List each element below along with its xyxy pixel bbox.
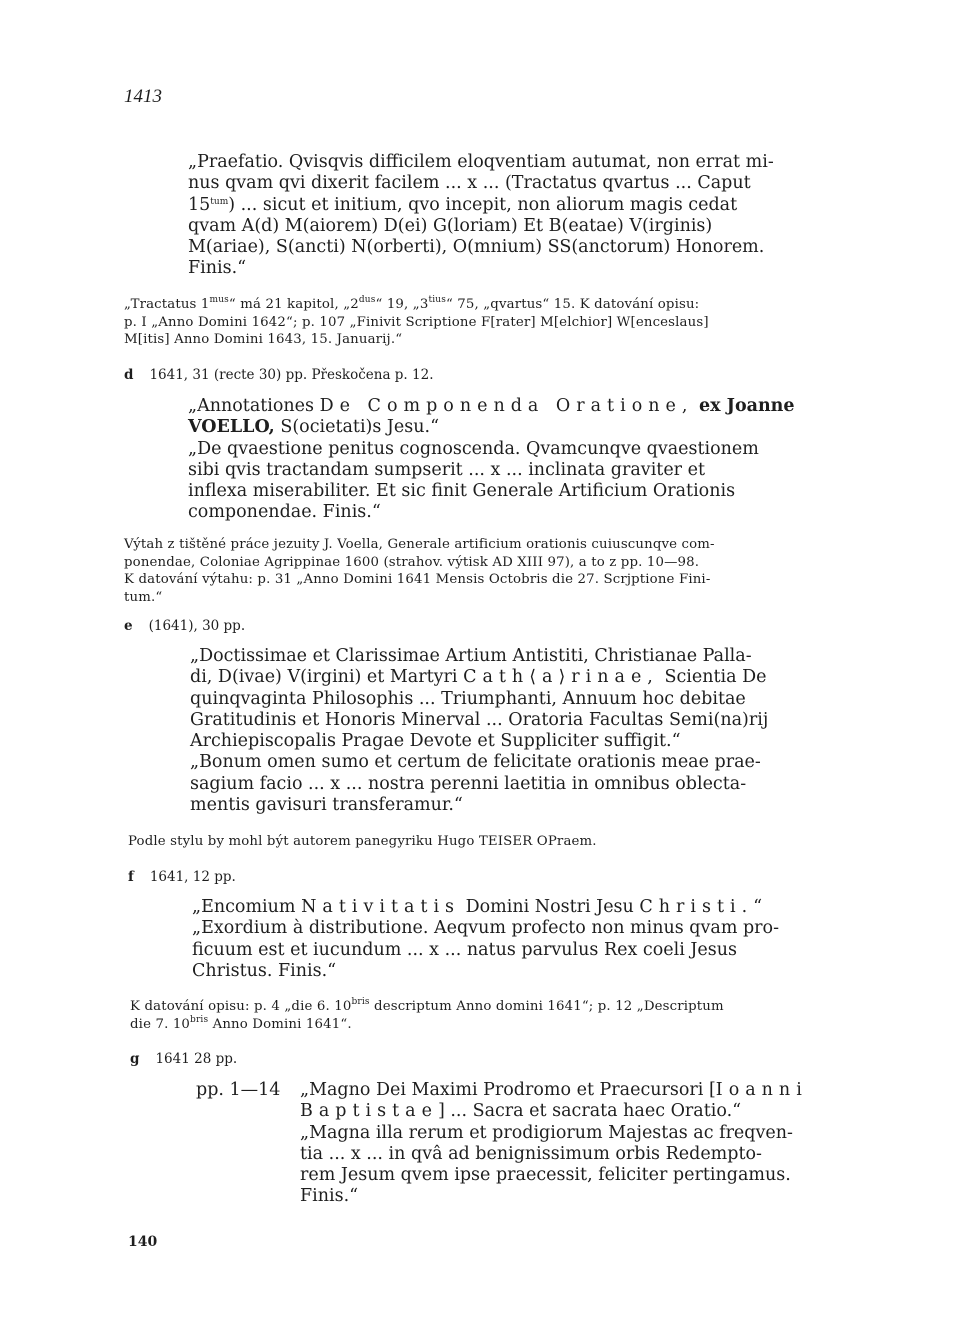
note-c bbox=[124, 296, 709, 349]
text-line: mentis gavisuri transferamur.“ bbox=[190, 795, 463, 816]
text-line: „Bonum omen sumo et certum de felicitate orationis meae prae- bbox=[190, 752, 761, 773]
quote-f bbox=[192, 897, 779, 982]
text-line: M(ariae), S(ancti) N(orberti), O(mnium) SS(anctorum) Honorem. bbox=[188, 237, 765, 258]
text-line: Výtah z tištěné práce jezuity J. Voella, Generale artificium orationis cuiuscunqve com- bbox=[124, 537, 715, 552]
text-line: Gratitudinis et Honoris Minerval ... Oratoria Facultas Semi(na)rij bbox=[190, 709, 769, 730]
text-line: Christus. Finis.“ bbox=[192, 960, 337, 981]
entry-f bbox=[128, 869, 236, 885]
text-line: VOELLO, S(ocietati)s Jesu.“ bbox=[188, 417, 440, 438]
text-line: „Doctissimae et Clarissimae Artium Antistiti, Christianae Palla- bbox=[190, 646, 752, 666]
entry-letter: g bbox=[130, 1051, 140, 1067]
text-line: „Magno Dei Maximi Prodromo et Praecursori [Ioanni bbox=[300, 1080, 808, 1100]
quote-d bbox=[188, 396, 795, 524]
text-line: „Magna illa rerum et prodigiorum Majestas ac freqven- bbox=[300, 1122, 793, 1143]
text-line: quinqvaginta Philosophis ... Triumphanti, Annuum hoc debitae bbox=[190, 688, 746, 709]
quote-c bbox=[188, 152, 774, 280]
text-line: Finis.“ bbox=[300, 1186, 359, 1207]
note-d bbox=[124, 536, 715, 607]
page-range-label: pp. 1—14 bbox=[196, 1080, 281, 1100]
text-line: sagium facio ... x ... nostra perenni laetitia in omnibus oblecta- bbox=[190, 773, 747, 794]
text-line: $15^{tum}$) ... sicut et initium, qvo incepit, non aliorum magis cedat bbox=[188, 194, 738, 215]
quote-g bbox=[300, 1080, 808, 1208]
entry-info: 1641, 31 (recte 30) pp. Přeskočena p. 12. bbox=[149, 367, 434, 383]
text-line: M[itis] Anno Domini 1643, 15. Januarij.“ bbox=[124, 332, 403, 348]
text-line: K datování opisu: p. 4 „die 6. $10^{bris}$ descriptum Anno domini 1641“; p. 12 „Descriptum bbox=[130, 997, 724, 1014]
text-line: ficuum est et iucundum ... x ... natus parvulus Rex coeli Jesus bbox=[192, 939, 737, 960]
entry-info: 1641, 12 pp. bbox=[149, 869, 236, 885]
text-line: inflexa miserabiliter. Et sic finit Generale Artificium Orationis bbox=[188, 481, 736, 502]
text-line: „Encomium Nativitatis Domini Nostri Jesu Christi.“ bbox=[192, 897, 769, 917]
note-f bbox=[130, 998, 724, 1033]
note-e bbox=[128, 833, 597, 851]
text-line: tum.“ bbox=[124, 590, 163, 606]
entry-g bbox=[130, 1051, 237, 1067]
quote-e bbox=[190, 646, 768, 816]
text-line: di, D(ivae) V(irgini) et Martyri Cath⟨a⟩rinae, Scientia De bbox=[190, 667, 767, 688]
text-line: „Tractatus $1^{mus}“$ má 21 kapitol, $„2^{dus}“$ 19, $„3^{tius}“$ 75, „qvartus“ 15. K datování opisu: bbox=[124, 295, 700, 312]
entry-info: 1641 28 pp. bbox=[155, 1051, 238, 1067]
text-line: qvam A(d) M(aiorem) D(ei) G(loriam) Et B(eatae) V(irginis) bbox=[188, 215, 713, 236]
text-line: componendae. Finis.“ bbox=[188, 502, 381, 523]
entry-letter: e bbox=[124, 618, 133, 634]
text-line: rem Jesum qvem ipse praecessit, feliciter pertingamus. bbox=[300, 1165, 791, 1186]
text-line: Archiepiscopalis Pragae Devote et Suppliciter suffigit.“ bbox=[190, 731, 681, 752]
entry-d bbox=[124, 367, 433, 383]
text-line: nus qvam qvi dixerit facilem ... x ... (Tractatus qvartus ... Caput bbox=[188, 173, 751, 194]
text-line: „De qvaestione penitus cognoscenda. Qvamcunqve qvaestionem bbox=[188, 438, 759, 459]
page-number: 140 bbox=[128, 1234, 158, 1250]
text-line: ponendae, Coloniae Agrippinae 1600 (strahov. výtisk AD XIII 97), a to z pp. 10—98. bbox=[124, 554, 700, 570]
text-line: Baptistae] ... Sacra et sacrata haec Oratio.“ bbox=[300, 1101, 742, 1122]
text-line: Podle stylu by mohl být autorem panegyriku Hugo TEISER OPraem. bbox=[128, 834, 597, 849]
entry-e bbox=[124, 618, 245, 634]
entry-letter: f bbox=[128, 869, 134, 885]
entry-info: (1641), 30 pp. bbox=[148, 618, 246, 634]
text-line: „Exordium à distributione. Aeqvum profecto non minus qvam pro- bbox=[192, 918, 779, 939]
text-line: tia ... x ... in qvâ ad benignissimum orbis Redempto- bbox=[300, 1143, 762, 1164]
page-code: 1413 bbox=[124, 86, 162, 107]
text-line: „Praefatio. Qvisqvis difficilem eloqventiam autumat, non errat mi- bbox=[188, 152, 774, 172]
text-line: K datování výtahu: p. 31 „Anno Domini 1641 Mensis Octobris die 27. Scrjptione Fini- bbox=[124, 572, 711, 588]
text-line: „Annotationes De Componenda Oratione, ex Joanne bbox=[188, 396, 795, 416]
entry-letter: d bbox=[124, 367, 134, 383]
text-line: sibi qvis tractandam sumpserit ... x ... inclinata graviter et bbox=[188, 459, 705, 480]
text-line: Finis.“ bbox=[188, 258, 247, 279]
text-line: die 7. $10^{bris}$ Anno Domini 1641“. bbox=[130, 1014, 352, 1032]
text-line: p. I „Anno Domini 1642“; p. 107 „Finivit Scriptione F[rater] M[elchior] W[enceslaus] bbox=[124, 314, 709, 330]
